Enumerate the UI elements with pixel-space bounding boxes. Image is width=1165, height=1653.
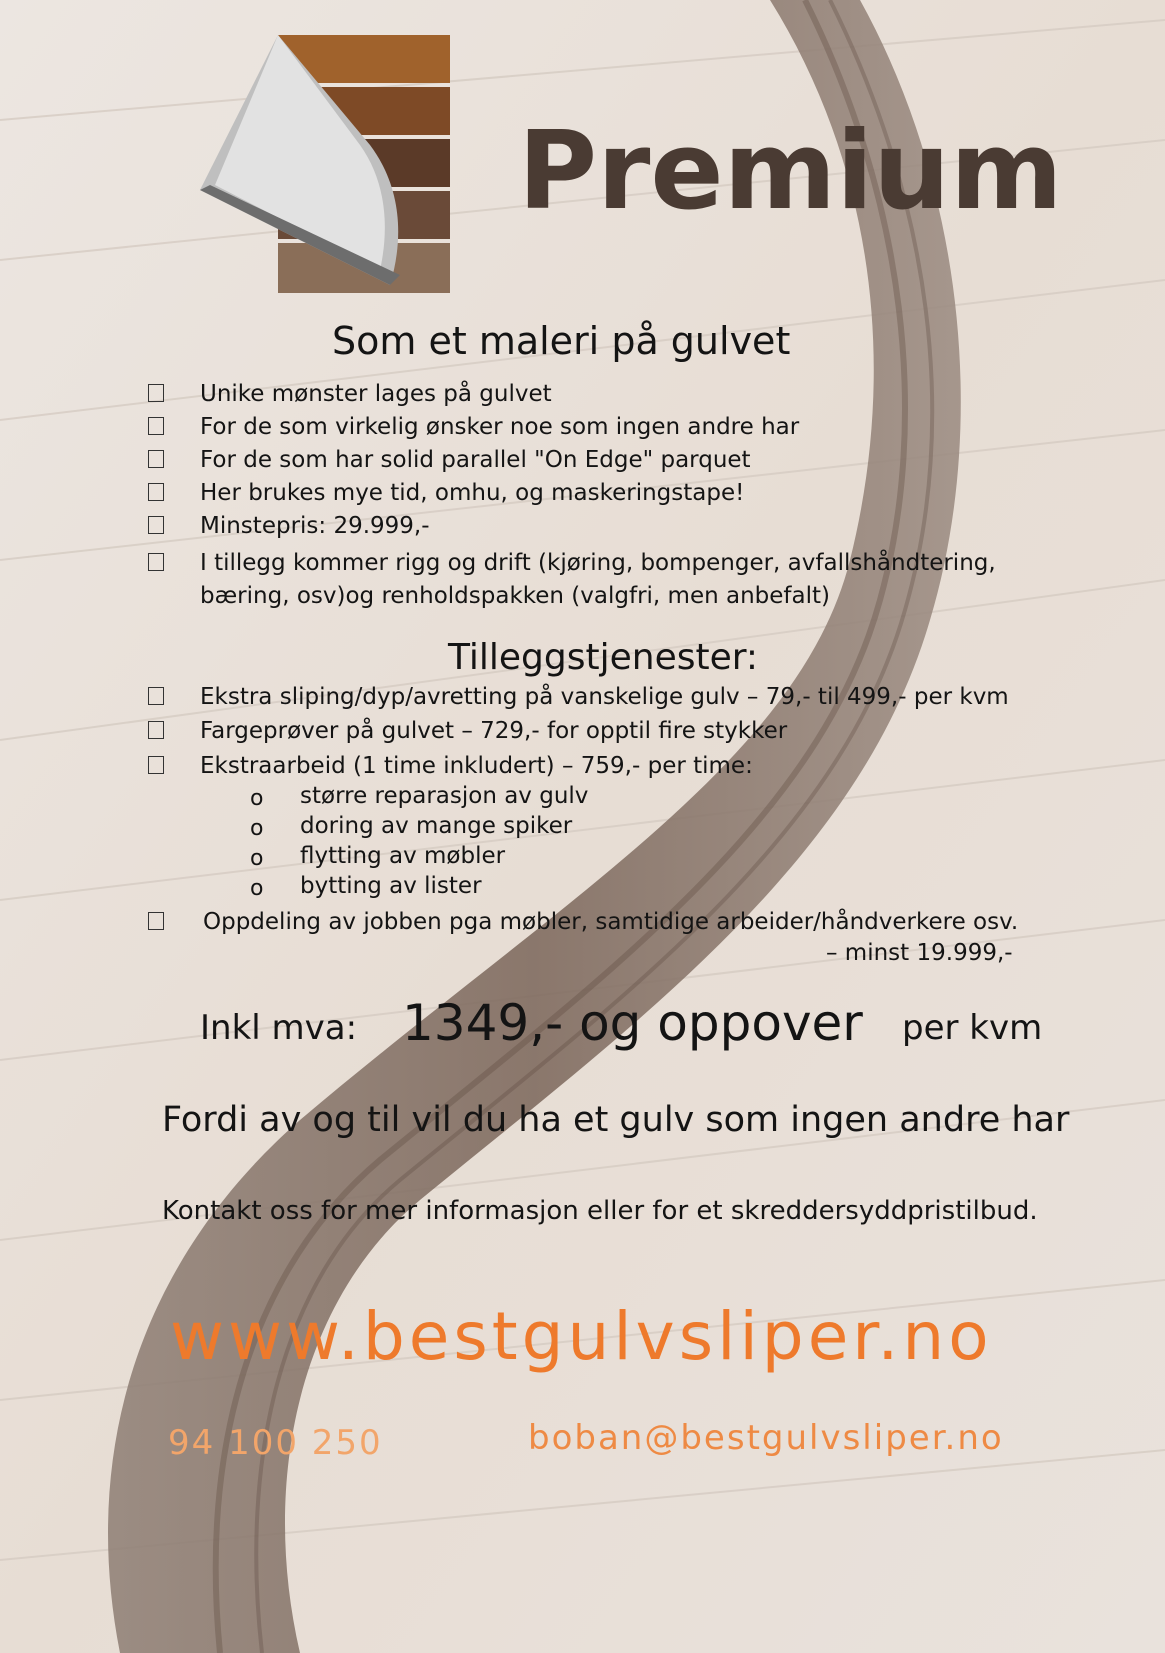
bullet-icon <box>148 417 164 435</box>
intro-item: For de som virkelig ønsker noe som ingen andre har <box>200 414 800 440</box>
bullet-icon <box>148 516 164 534</box>
extras-item: Oppdeling av jobben pga møbler, samtidige arbeider/håndverkere osv. <box>203 909 1019 935</box>
tagline: Fordi av og til vil du ha et gulv som ingen andre har <box>162 1100 1070 1140</box>
extras-sub-item: bytting av lister <box>300 873 482 899</box>
website-link[interactable]: www.bestgulvsliper.no <box>170 1298 993 1375</box>
extras-item: Fargeprøver på gulvet – 729,- for opptil fire stykker <box>200 718 788 744</box>
intro-item: Minstepris: 29.999,- <box>200 513 430 539</box>
premium-logo <box>200 35 480 310</box>
brand-title: Premium <box>518 109 1063 234</box>
phone-number[interactable]: 94 100 250 <box>168 1423 383 1463</box>
bullet-icon <box>148 912 164 930</box>
extras-sub-item: større reparasjon av gulv <box>300 783 589 809</box>
price-value: 1349,- og oppover <box>402 994 863 1052</box>
extras-item: Ekstra sliping/dyp/avretting på vanskelige gulv – 79,- til 499,- per kvm <box>200 684 1009 710</box>
bullet-icon <box>148 687 164 705</box>
extras-sub-item: doring av mange spiker <box>300 813 573 839</box>
bullet-icon <box>148 450 164 468</box>
price-unit: per kvm <box>902 1008 1043 1048</box>
sub-bullet-icon: o <box>250 786 264 811</box>
bullet-icon <box>148 384 164 402</box>
section-heading-intro: Som et maleri på gulvet <box>332 319 791 363</box>
sub-bullet-icon: o <box>250 876 264 901</box>
intro-item: For de som har solid parallel "On Edge" parquet <box>200 447 751 473</box>
price-label: Inkl mva: <box>200 1008 358 1048</box>
extras-sub-item: flytting av møbler <box>300 843 506 869</box>
contact-text: Kontakt oss for mer informasjon eller for et skreddersyddpristilbud. <box>162 1196 1038 1226</box>
sub-bullet-icon: o <box>250 816 264 841</box>
bullet-icon <box>148 756 164 774</box>
bullet-icon <box>148 553 164 571</box>
minimum-price-note: – minst 19.999,- <box>826 940 1013 966</box>
bullet-icon <box>148 483 164 501</box>
email-link[interactable]: boban@bestgulvsliper.no <box>528 1418 1004 1458</box>
sub-bullet-icon: o <box>250 846 264 871</box>
intro-item: Unike mønster lages på gulvet <box>200 381 552 407</box>
intro-item-continued: bæring, osv)og renholdspakken (valgfri, men anbefalt) <box>200 583 830 609</box>
bullet-icon <box>148 721 164 739</box>
intro-item: Her brukes mye tid, omhu, og maskeringstape! <box>200 480 745 506</box>
extras-item: Ekstraarbeid (1 time inkludert) – 759,- per time: <box>200 753 753 779</box>
intro-item: I tillegg kommer rigg og drift (kjøring, bompenger, avfallshåndtering, <box>200 550 996 576</box>
section-heading-extras: Tilleggstjenester: <box>448 637 759 678</box>
